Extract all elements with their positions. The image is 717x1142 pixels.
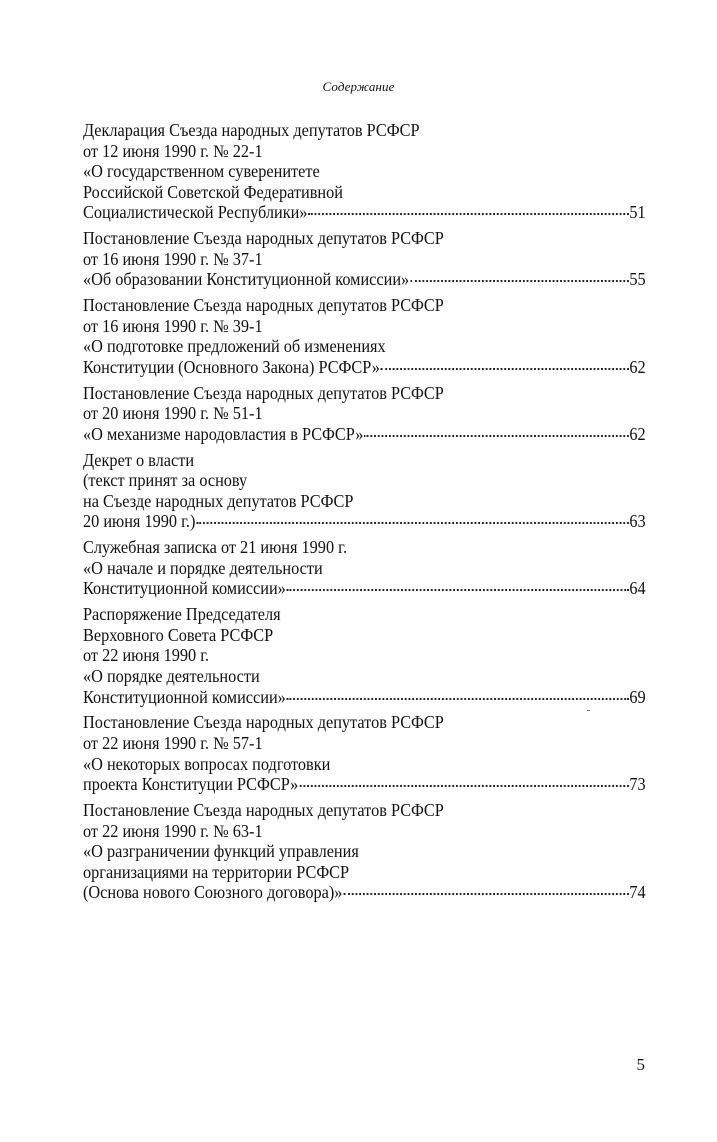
toc-page-number[interactable]: 51 <box>629 202 646 223</box>
toc-entry-line: Декларация Съезда народных депутатов РСФСР <box>83 120 420 140</box>
toc-entry-line: «О разграничении функций управления <box>83 841 359 862</box>
toc-entry-line: «О порядке деятельности <box>83 665 260 686</box>
toc-entry-final-line <box>83 269 646 290</box>
toc-entry[interactable] <box>83 295 646 377</box>
toc-entry-final-line <box>83 774 646 795</box>
toc-entry-line: организациями на территории РСФСР <box>83 861 350 882</box>
toc-entry-line: от 20 июня 1990 г. № 51-1 <box>83 403 263 424</box>
toc-page-number[interactable]: 63 <box>629 511 646 532</box>
toc-entry-title-end: «О механизме народовластия в РСФСР» <box>83 423 364 444</box>
toc-entry-line: Постановление Съезда народных депутатов РСФСР <box>83 712 444 733</box>
dot-leader <box>410 280 628 282</box>
toc-page-number[interactable]: 62 <box>629 423 646 444</box>
toc-entry-line: Постановление Съезда народных депутатов РСФСР <box>83 382 444 403</box>
toc-entry-line: «О начале и порядке деятельности <box>83 557 323 578</box>
dot-leader <box>299 785 628 787</box>
toc-entry[interactable] <box>83 712 646 795</box>
toc-entry-title-end: Социалистической Республики» <box>83 202 308 223</box>
toc-entry-title-end: Конституционной комиссии» <box>83 686 286 707</box>
toc-page-number[interactable]: 62 <box>629 356 646 377</box>
toc-entry-final-line <box>83 357 646 378</box>
toc-page-number[interactable]: 73 <box>629 774 646 795</box>
dot-leader <box>287 698 629 700</box>
toc-entry-final-line <box>83 578 646 599</box>
toc-entry-line: Постановление Съезда народных депутатов РСФСР <box>83 799 444 820</box>
toc-entry-line: от 22 июня 1990 г. № 57-1 <box>83 732 263 753</box>
toc-entry[interactable] <box>83 382 646 445</box>
toc-entry-final-line <box>83 511 646 532</box>
toc-entry-title-end: Конституции (Основного Закона) РСФСР» <box>83 356 380 377</box>
toc-entry-line: от 12 июня 1990 г. № 22-1 <box>83 140 263 161</box>
page-number: 5 <box>636 1055 645 1074</box>
toc-entry-final-line <box>83 882 646 903</box>
toc-entry-line: (текст принят за основу <box>83 470 248 491</box>
table-of-contents <box>83 120 646 908</box>
toc-entry-line: Российской Советской Федеративной <box>83 181 343 202</box>
toc-page-number[interactable]: 55 <box>629 269 646 290</box>
toc-entry[interactable] <box>83 449 646 532</box>
toc-entry-line: от 22 июня 1990 г. № 63-1 <box>83 820 263 841</box>
dot-leader <box>364 435 628 437</box>
toc-entry-line: Постановление Съезда народных депутатов РСФСР <box>83 295 444 316</box>
toc-entry[interactable] <box>83 799 646 903</box>
toc-entry-line: Декрет о власти <box>83 449 195 470</box>
toc-entry-title-end: проекта Конституции РСФСР» <box>83 774 299 795</box>
toc-entry-line: «О некоторых вопросах подготовки <box>83 753 331 774</box>
toc-entry-title-end: (Основа нового Союзного договора)» <box>83 882 343 903</box>
toc-entry-line: от 22 июня 1990 г. <box>83 645 210 666</box>
toc-entry-line: «О государственном суверенитете <box>83 161 320 182</box>
toc-entry-line: Служебная записка от 21 июня 1990 г. <box>83 537 348 558</box>
toc-entry-final-line <box>83 202 646 223</box>
dot-leader <box>196 522 628 524</box>
dot-leader <box>308 213 628 215</box>
dot-leader <box>343 893 628 895</box>
toc-entry-final-line <box>83 424 646 445</box>
toc-entry-line: «О подготовке предложений об изменениях <box>83 336 386 357</box>
toc-entry-line: Верховного Совета РСФСР <box>83 624 274 645</box>
toc-entry-line: Постановление Съезда народных депутатов РСФСР <box>83 228 444 249</box>
toc-page-number[interactable]: 64 <box>629 578 646 599</box>
toc-entry[interactable] <box>83 120 646 223</box>
toc-entry-final-line <box>83 687 646 708</box>
toc-page-number[interactable]: 69 <box>629 686 646 707</box>
toc-entry-line: на Съезде народных депутатов РСФСР <box>83 490 354 511</box>
toc-page-number[interactable]: 74 <box>629 882 646 903</box>
toc-entry-line: от 16 июня 1990 г. № 37-1 <box>83 248 263 269</box>
running-head: Содержание <box>322 79 395 94</box>
dot-leader <box>381 368 629 370</box>
toc-entry[interactable] <box>83 537 646 599</box>
toc-entry-title-end: Конституционной комиссии» <box>83 578 286 599</box>
toc-entry-line: Распоряжение Председателя <box>83 604 281 625</box>
scan-speck <box>587 710 590 711</box>
toc-entry-line: от 16 июня 1990 г. № 39-1 <box>83 315 263 336</box>
toc-entry-title-end: 20 июня 1990 г.) <box>83 511 196 532</box>
toc-entry[interactable] <box>83 604 646 707</box>
dot-leader <box>287 589 629 591</box>
toc-entry[interactable] <box>83 228 646 290</box>
toc-entry-title-end: «Об образовании Конституционной комиссии» <box>83 269 410 290</box>
